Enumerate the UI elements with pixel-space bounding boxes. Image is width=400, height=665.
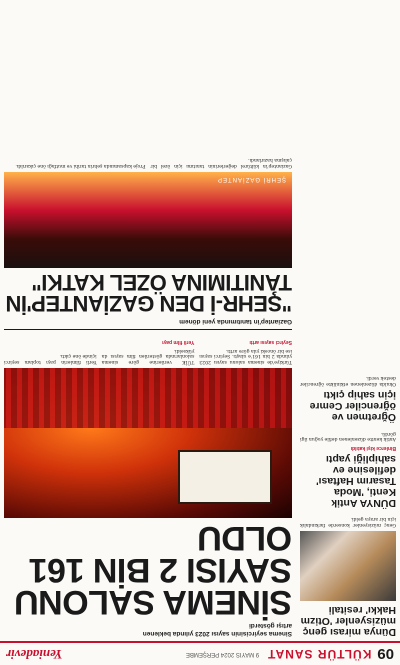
side-article-1 [300, 516, 396, 637]
main-kicker: Sinema seyircisinin sayısı 2023 yılında beklenen artışı gösterdi [142, 622, 292, 637]
main-subhead-2: Yerli film payı [162, 339, 195, 346]
second-headline: "ŞEHR-İ DEN GAZİANTEP'İN TANITIMINA ÖZEL KATKI" [5, 269, 292, 316]
gaziantep-photo [4, 172, 292, 268]
main-body-columns [4, 336, 292, 364]
side-body-3: Okulda düzenlenen etkinlikte öğrenciler destek verdi. [300, 375, 396, 387]
cinema-seats [4, 368, 292, 428]
page-number: 09 [377, 645, 394, 663]
main-headline: SİNEMA SALONU SAYISI 2 BİN 161 OLDU [14, 519, 292, 621]
main-body-1: Türkiye'de sinema salonu sayısı 2023 yılında 2 bin 161'e ulaştı. Seyirci sayısı ise bir önceki yıla göre arttı. [199, 347, 292, 364]
newspaper-logo: Yeniadevir [6, 647, 63, 662]
side-body-1: Genç müzisyenler konserde farkındalık için bir araya geldi. [300, 516, 396, 527]
section-title: KÜLTÜR SANAT [267, 647, 372, 661]
cinema-screen [178, 450, 272, 504]
photo-label: ŞEHRİ GAZİANTEP [216, 175, 286, 182]
side-photo [300, 531, 396, 601]
masthead [0, 641, 400, 665]
dateline: 9 MAYIS 2024 PERŞEMBE [185, 651, 260, 657]
cinema-hall-photo [4, 368, 292, 518]
second-body-2: Proje kapsamında şehrin tarihi ve mutfağı öne çıkarıldı. [15, 162, 146, 168]
main-article [4, 7, 292, 637]
side-article-3 [300, 375, 396, 422]
side-headline-2: DÜNYA Antik Kenti, 'Moda Tasarım Haftası' defilesine ev sahipliği yaptı [316, 452, 396, 509]
main-subhead-1: Seyirci sayısı arttı [249, 339, 292, 346]
main-body-3: Yerli filmlerin payı toplam seyirci içinde öne çıktı. [3, 353, 97, 364]
side-headline-3: Öğretmen ve öğrenciler Cemre için sahip çıktı [309, 389, 396, 424]
side-subhead: Binlerce kişi katıldı [350, 444, 396, 451]
side-column [300, 7, 396, 637]
main-body-2: TÜİK verilerine göre sinema salonlarında gösterilen film sayısı da yükseldi. [101, 347, 195, 364]
side-headline-1: Dünya mirası genç müzisyenler 'Otizm Hakkı' resitali [300, 604, 396, 638]
side-body-2: Antik kentte düzenlenen defile yoğun ilgi gördü. [300, 430, 396, 442]
second-article [4, 153, 292, 329]
side-article-2 [300, 430, 396, 508]
second-body-1: Gaziantep'in kültürel değerlerinin tanıtımı için özel bir çalışma hazırlandı. [150, 157, 292, 168]
second-kicker: Gaziantep'in tanıtımında yeni dönem [179, 317, 292, 325]
